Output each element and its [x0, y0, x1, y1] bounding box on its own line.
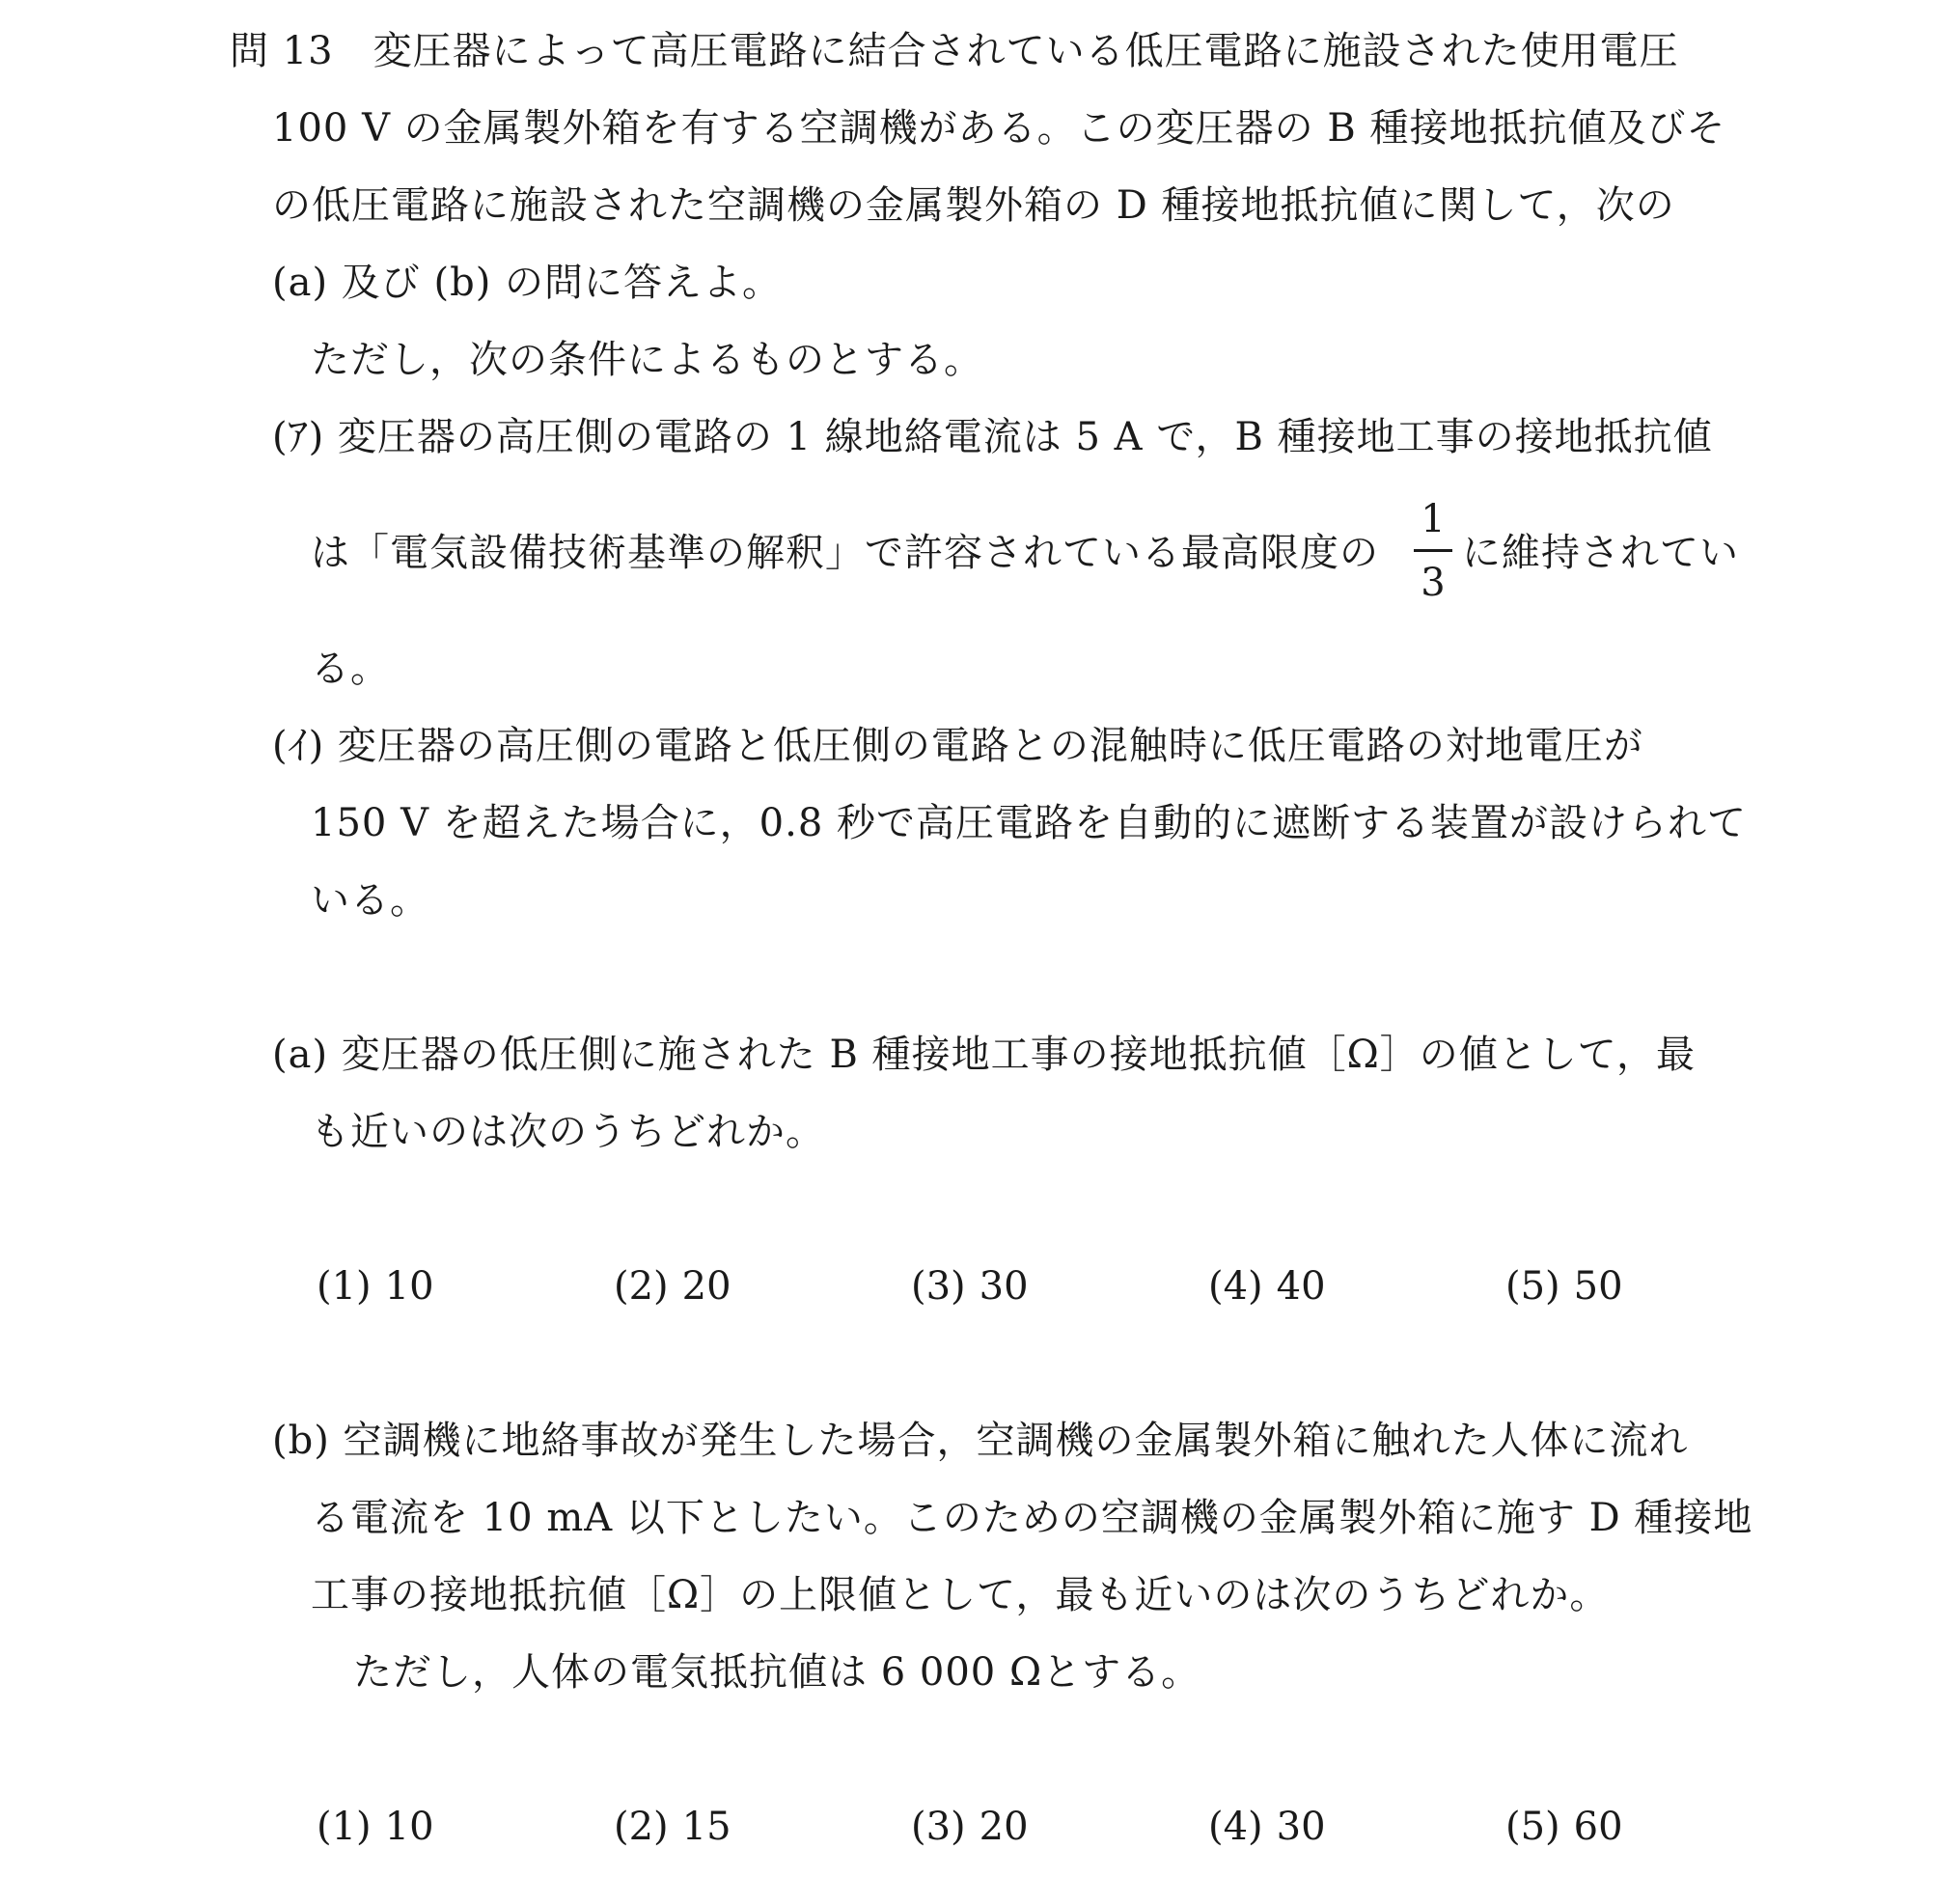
question-line-4: (a) 及び (b) の問に答えよ。 — [272, 261, 783, 305]
part-b-line-1: (b) 空調機に地絡事故が発生した場合，空調機の金属製外箱に触れた人体に流れ — [272, 1419, 1689, 1463]
part-b-choice-3[interactable] — [911, 1803, 1029, 1851]
choice-number: (4) — [1208, 1805, 1263, 1849]
choice-value: 15 — [681, 1805, 731, 1849]
part-a-choice-2[interactable] — [614, 1262, 731, 1311]
question-line-5: ただし，次の条件によるものとする。 — [311, 338, 983, 382]
part-b-line-4: ただし，人体の電気抵抗値は 6 000 Ωとする。 — [353, 1650, 1201, 1695]
choice-number: (3) — [911, 1805, 966, 1849]
choice-value: 10 — [384, 1264, 434, 1309]
fraction-denominator: 3 — [1421, 561, 1446, 605]
part-a-line-2: も近いのは次のうちどれか。 — [311, 1110, 825, 1154]
part-a-choice-3[interactable] — [911, 1262, 1029, 1311]
fraction-bar — [1414, 549, 1452, 552]
part-b-choice-1[interactable] — [317, 1803, 434, 1851]
choice-value: 60 — [1573, 1805, 1623, 1849]
choice-value: 30 — [979, 1264, 1029, 1309]
choice-value: 20 — [681, 1264, 731, 1309]
choice-value: 40 — [1276, 1264, 1326, 1309]
condition-i-line-1: (ｲ) 変圧器の高圧側の電路と低圧側の電路との混触時に低圧電路の対地電圧が — [272, 724, 1643, 768]
choice-number: (4) — [1208, 1264, 1263, 1309]
question-line-1: 問 13 変圧器によって高圧電路に結合されている低圧電路に施設された使用電圧 — [230, 29, 1679, 73]
part-b-choice-4[interactable] — [1208, 1803, 1326, 1851]
part-a-choice-1[interactable] — [317, 1262, 434, 1311]
choice-number: (1) — [317, 1264, 372, 1309]
choice-number: (2) — [614, 1805, 669, 1849]
part-b-choice-2[interactable] — [614, 1803, 731, 1851]
question-line-3: の低圧電路に施設された空調機の金属製外箱の D 種接地抵抗値に関して，次の — [272, 183, 1675, 228]
question-line-2: 100 V の金属製外箱を有する空調機がある。この変圧器の B 種接地抵抗値及びそ — [272, 106, 1726, 151]
choice-value: 20 — [979, 1805, 1029, 1849]
part-a-choice-4[interactable] — [1208, 1262, 1326, 1311]
part-a-line-1: (a) 変圧器の低圧側に施された B 種接地工事の接地抵抗値［Ω］の値として，最 — [272, 1033, 1696, 1077]
condition-i-line-3: いる。 — [311, 878, 429, 923]
choice-number: (3) — [911, 1264, 966, 1309]
part-a-choice-5[interactable] — [1505, 1262, 1623, 1311]
condition-a-line-2-after: に維持されてい — [1462, 531, 1739, 575]
choice-number: (5) — [1505, 1264, 1560, 1309]
choice-number: (1) — [317, 1805, 372, 1849]
part-b-line-3: 工事の接地抵抗値［Ω］の上限値として，最も近いのは次のうちどれか。 — [311, 1573, 1610, 1617]
choice-value: 30 — [1276, 1805, 1326, 1849]
fraction-numerator: 1 — [1421, 497, 1446, 541]
condition-i-line-2: 150 V を超えた場合に，0.8 秒で高圧電路を自動的に遮断する装置が設けられて — [311, 801, 1747, 845]
choice-value: 10 — [384, 1805, 434, 1849]
condition-a-line-1: (ｱ) 変圧器の高圧側の電路の 1 線地絡電流は 5 A で，B 種接地工事の接地抵抗値 — [272, 415, 1713, 459]
part-b-choice-5[interactable] — [1505, 1803, 1623, 1851]
choice-number: (5) — [1505, 1805, 1560, 1849]
condition-a-line-3: る。 — [311, 647, 390, 691]
condition-a-line-2-before: は「電気設備技術基準の解釈」で許容されている最高限度の — [311, 531, 1379, 575]
part-b-line-2: る電流を 10 mA 以下としたい。このための空調機の金属製外箱に施す D 種接地 — [311, 1496, 1753, 1540]
choice-value: 50 — [1573, 1264, 1623, 1309]
choice-number: (2) — [614, 1264, 669, 1309]
